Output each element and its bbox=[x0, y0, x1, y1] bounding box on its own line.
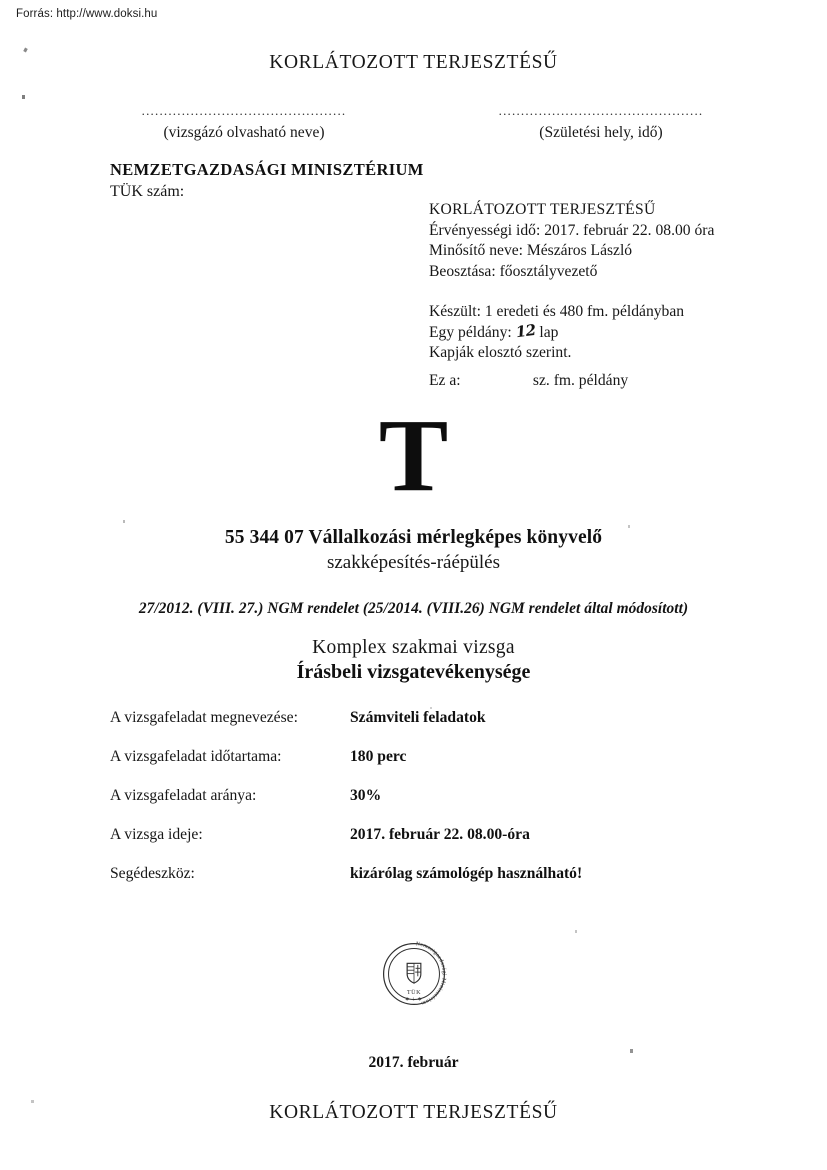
spacer bbox=[429, 283, 714, 302]
svg-text:✱ 1 ✱: ✱ 1 ✱ bbox=[404, 996, 423, 1002]
detail-value: kizárólag számológép használható! bbox=[350, 865, 583, 882]
detail-label: A vizsgafeladat aránya: bbox=[110, 787, 257, 804]
detail-value: 180 perc bbox=[350, 748, 407, 765]
signature-fields-row bbox=[0, 104, 827, 150]
detail-value: Számviteli feladatok bbox=[350, 709, 486, 726]
exam-activity: Írásbeli vizsgatevékenysége bbox=[296, 661, 531, 683]
svg-text:TÜK: TÜK bbox=[406, 988, 421, 996]
detail-row bbox=[110, 748, 710, 787]
examinee-name-caption: (vizsgázó olvasható neve) bbox=[163, 124, 325, 141]
copy-number-label: Ez a: bbox=[429, 372, 461, 389]
detail-label: Segédeszköz: bbox=[110, 865, 195, 882]
pages-per-copy bbox=[429, 320, 714, 344]
detail-value: 30% bbox=[350, 787, 382, 804]
classification-details-block bbox=[429, 200, 714, 364]
detail-label: A vizsgafeladat időtartama: bbox=[110, 748, 282, 765]
tuk-number-label: TÜK szám: bbox=[110, 183, 185, 200]
detail-row bbox=[110, 865, 710, 904]
ministry-block bbox=[110, 160, 424, 201]
pages-per-copy-suffix: lap bbox=[539, 323, 559, 341]
exam-details-list bbox=[110, 709, 710, 904]
detail-value: 2017. február 22. 08.00-óra bbox=[350, 826, 530, 843]
qualification-subtitle: szakképesítés-ráépülés bbox=[326, 552, 501, 573]
source-watermark: Forrás: http://www.doksi.hu bbox=[16, 8, 158, 20]
svg-text:Nemzetgazdasági Minisztérium: Nemzetgazdasági Minisztérium bbox=[415, 941, 447, 1007]
copies-made: Készült: 1 eredeti és 480 fm. példányban bbox=[429, 302, 685, 320]
birth-place-dotted-line: .............................................. bbox=[498, 104, 704, 117]
exam-type: Komplex szakmai vizsga bbox=[312, 637, 515, 658]
classification-level: KORLÁTOZOTT TERJESZTÉSŰ bbox=[429, 201, 656, 218]
classifier-name: Minősítő neve: Mészáros László bbox=[429, 242, 633, 260]
pages-per-copy-prefix: Egy példány: bbox=[429, 323, 512, 341]
birth-place-date-field bbox=[465, 104, 737, 142]
ministry-seal-icon bbox=[376, 936, 452, 1012]
birth-place-caption: (Születési hely, idő) bbox=[539, 124, 663, 141]
examinee-name-field bbox=[110, 104, 378, 142]
examinee-name-dotted-line: .............................................. bbox=[141, 104, 347, 117]
classification-header: KORLÁTOZOTT TERJESZTÉSŰ bbox=[269, 52, 558, 73]
pages-per-copy-handwritten-value: 12 bbox=[514, 320, 537, 341]
detail-row bbox=[110, 787, 710, 826]
detail-row bbox=[110, 709, 710, 748]
document-date: 2017. február bbox=[368, 1054, 459, 1071]
copy-number-row bbox=[429, 372, 749, 390]
detail-label: A vizsga ideje: bbox=[110, 826, 203, 843]
exam-heading-block bbox=[0, 637, 827, 684]
marker-letter-t: T bbox=[378, 398, 449, 513]
detail-label: A vizsgafeladat megnevezése: bbox=[110, 709, 298, 726]
distribution-note: Kapják elosztó szerint. bbox=[429, 344, 572, 362]
qualification-title: 55 344 07 Vállalkozási mérlegképes könyvelő bbox=[224, 527, 603, 548]
official-seal-wrapper bbox=[0, 936, 827, 1012]
ministry-name: NEMZETGAZDASÁGI MINISZTÉRIUM bbox=[110, 160, 424, 179]
qualification-block bbox=[0, 527, 827, 574]
detail-row bbox=[110, 826, 710, 865]
classifier-position: Beosztása: főosztályvezető bbox=[429, 263, 598, 281]
decree-reference: 27/2012. (VIII. 27.) NGM rendelet (25/2014. (VIII.26) NGM rendelet által módosított) bbox=[138, 600, 689, 617]
classification-validity: Érvényességi idő: 2017. február 22. 08.00 óra bbox=[429, 221, 715, 239]
classification-footer: KORLÁTOZOTT TERJESZTÉSŰ bbox=[269, 1102, 558, 1123]
copy-number-suffix: sz. fm. példány bbox=[532, 372, 629, 389]
